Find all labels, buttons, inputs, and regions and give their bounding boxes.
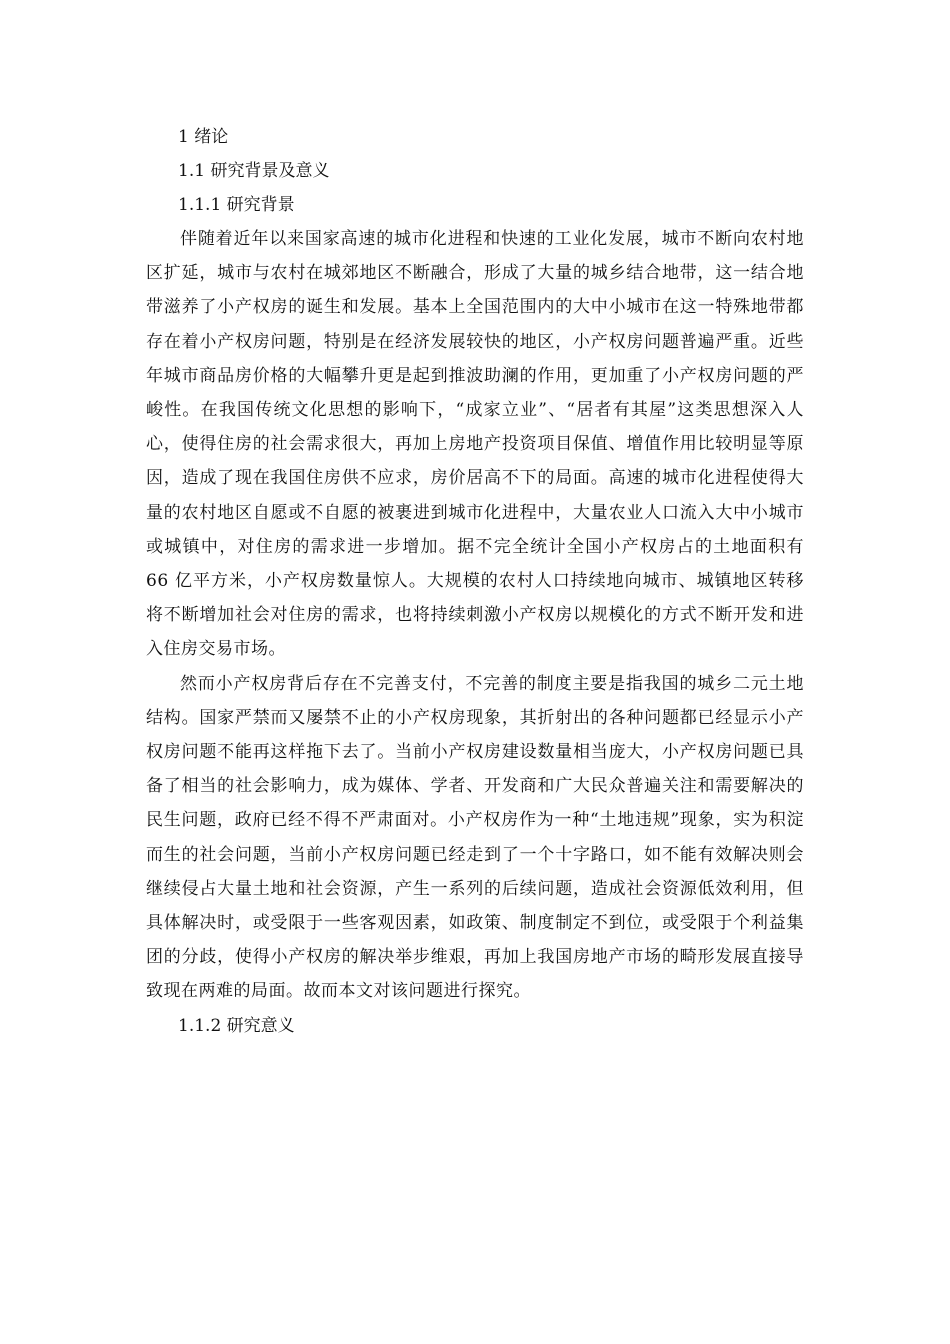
- subsection-heading-significance: 1.1.2 研究意义: [178, 1015, 295, 1036]
- paragraph-problem: 然而小产权房背后存在不完善支付，不完善的制度主要是指我国的城乡二元土地结构。国家严禁而又屡禁不止的小产权房现象，其折射出的各种问题都已经显示小产权房问题不能再这样拖下去了。当前小产权房建设数量相当庞大，小产权房问题已具备了相当的社会影响力，成为媒体、学者、开发商和广大民众普遍关注和需要解决的民生问题，政府已经不得不严肃面对。小产权房作为一种“土地违规”现象，实为积淀而生的社会问题，当前小产权房问题已经走到了一个十字路口，如不能有效解决则会继续侵占大量土地和社会资源，产生一系列的后续问题，造成社会资源低效利用，但具体解决时，或受限于一些客观因素，如政策、制度制定不到位，或受限于个利益集团的分歧，使得小产权房的解决举步维艰，再加上我国房地产市场的畸形发展直接导致现在两难的局面。故而本文对该问题进行探究。: [146, 673, 804, 1002]
- chapter-heading: 1 绪论: [178, 127, 229, 147]
- document-body: [146, 120, 804, 1043]
- subsection-heading-background: 1.1.1 研究背景: [178, 195, 295, 215]
- section-heading: 1.1 研究背景及意义: [178, 161, 330, 181]
- paragraph-background: 伴随着近年以来国家高速的城市化进程和快速的工业化发展，城市不断向农村地区扩延，城市与农村在城郊地区不断融合，形成了大量的城乡结合地带，这一结合地带滋养了小产权房的诞生和发展。基本上全国范围内的大中小城市在这一特殊地带都存在着小产权房问题，特别是在经济发展较快的地区，小产权房问题普遍严重。近些年城市商品房价格的大幅攀升更是起到推波助澜的作用，更加重了小产权房问题的严峻性。在我国传统文化思想的影响下，“成家立业”、“居者有其屋”这类思想深入人心，使得住房的社会需求很大，再加上房地产投资项目保值、增值作用比较明显等原因，造成了现在我国住房供不应求，房价居高不下的局面。高速的城市化进程使得大量的农村地区自愿或不自愿的被裹进到城市化进程中，大量农业人口流入大中小城市或城镇中，对住房的需求进一步增加。据不完全统计全国小产权房占的土地面积有 66 亿平方米，小产权房数量惊人。大规模的农村人口持续地向城市、城镇地区转移将不断增加社会对住房的需求，也将持续刺激小产权房以规模化的方式不断开发和进入住房交易市场。: [146, 229, 804, 660]
